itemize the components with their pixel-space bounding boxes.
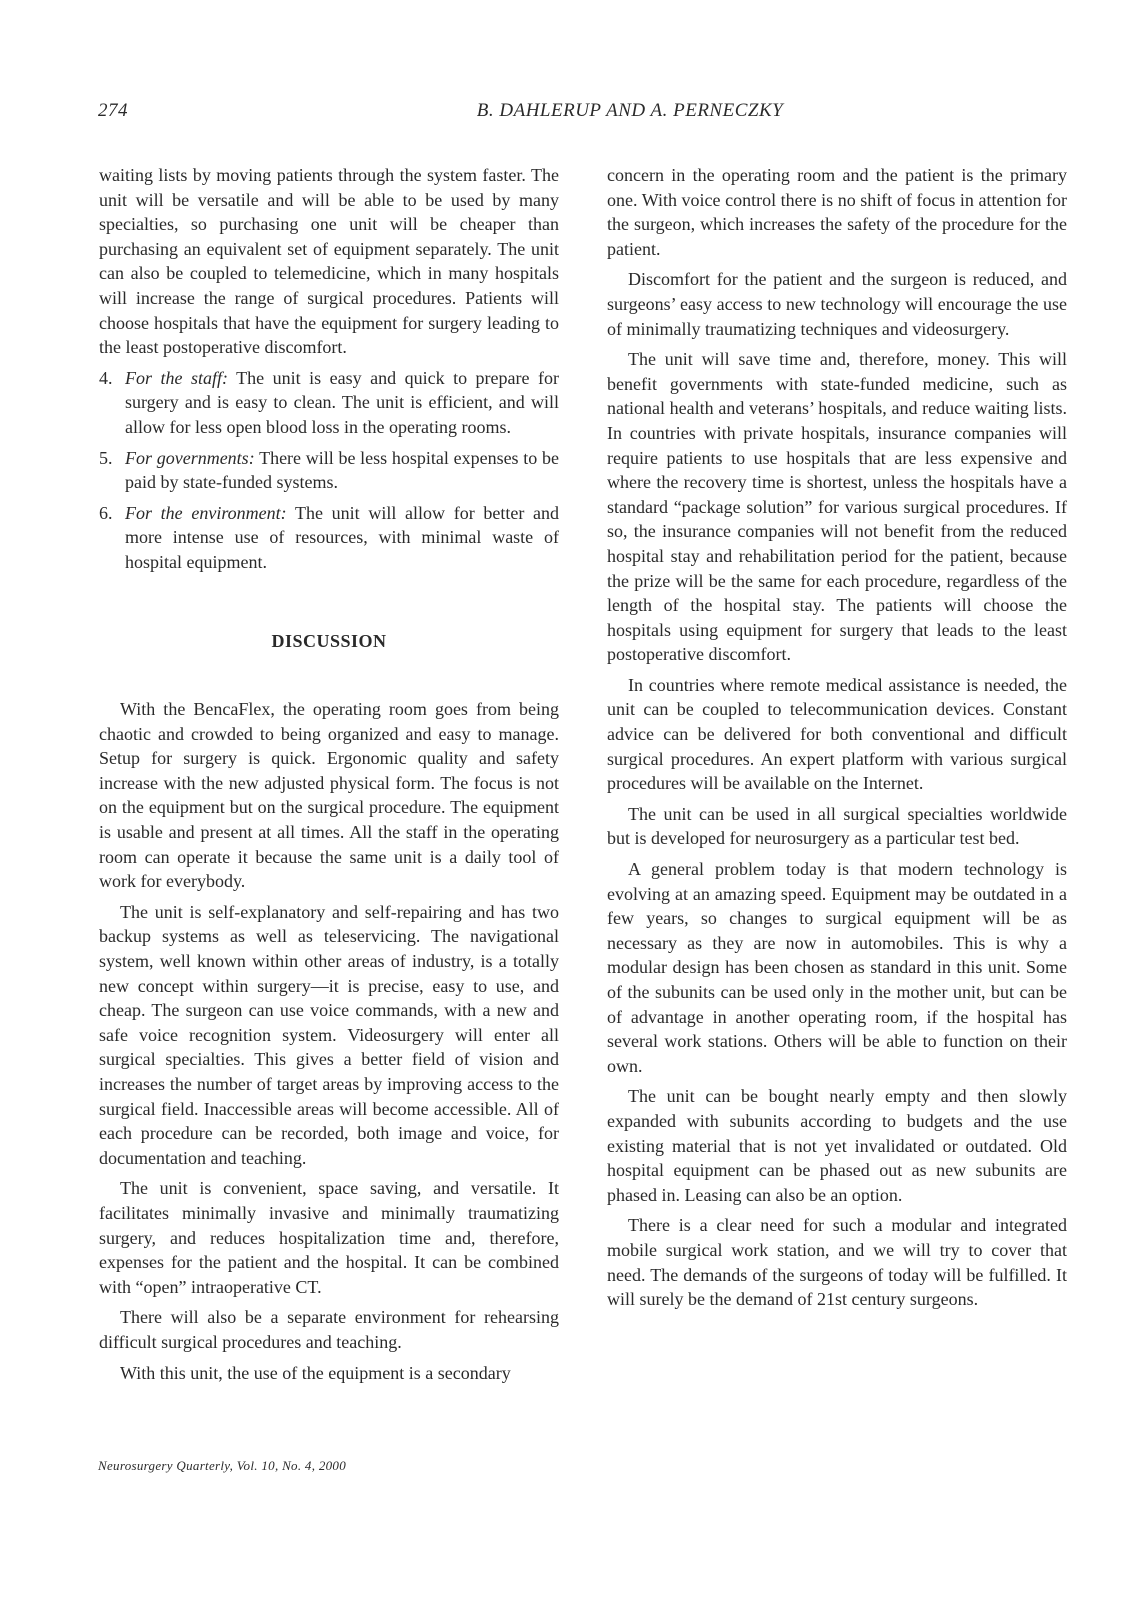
list-item [99, 366, 559, 440]
list-number: 6. [99, 502, 113, 523]
running-head: B. DAHLERUP AND A. PERNECZKY [476, 100, 784, 121]
right-column [607, 163, 1067, 1318]
body-paragraph: In countries where remote medical assistance is needed, the unit can be coupled to telecommunication devices. Constant advice can be delivered for both conventional and difficult surgical procedures. An expert platform with various surgical procedures will be available on the Internet. [607, 674, 1067, 794]
left-column [99, 163, 559, 1391]
body-paragraph: The unit is self-explanatory and self-repairing and has two backup systems as well as teleservicing. The navigational system, well known within other areas of industry, is a totally new concept within surgery—it is precise, easy to use, and cheap. The surgeon can use voice commands, with a new and safe voice recognition system. Videosurgery will enter all surgical specialties. This gives a better field of vision and increases the number of target areas by improving access to the surgical field. Inaccessible areas will become accessible. All of each procedure can be recorded, both image and voice, for documentation and teaching. [99, 901, 559, 1168]
body-paragraph: There will also be a separate environment for rehearsing difficult surgical procedures and teaching. [99, 1307, 559, 1352]
body-paragraph: The unit can be used in all surgical specialties worldwide but is developed for neurosurgery as a particular test bed. [607, 803, 1067, 849]
body-paragraph: Discomfort for the patient and the surgeon is reduced, and surgeons’ easy access to new technology will encourage the use of minimally traumatizing techniques and videosurgery. [607, 269, 1067, 339]
body-paragraph: The unit can be bought nearly empty and then slowly expanded with subunits according to budgets and the use existing material that is not yet invalidated or outdated. Old hospital equipment can be phased out as new subunits are phased in. Leasing can also be an option. [607, 1086, 1067, 1205]
section-heading: DISCUSSION [271, 630, 387, 651]
body-paragraph: With the BencaFlex, the operating room goes from being chaotic and crowded to being organized and easy to manage. Setup for surgery is quick. Ergonomic quality and safety increase with the new adjusted physical form. The focus is not on the equipment but on the surgical procedure. The equipment is usable and present at all times. All the staff in the operating room can operate it because the same unit is a daily tool of work for everybody. [99, 699, 559, 892]
list-text: There will be less hospital expenses to be paid by state-funded systems. [125, 447, 559, 493]
list-lead: For governments: [125, 447, 255, 468]
list-number: 4. [99, 367, 113, 388]
body-paragraph: With this unit, the use of the equipment is a secondary [120, 1362, 511, 1383]
page-number: 274 [98, 100, 128, 121]
list-item [99, 446, 559, 495]
continuation-paragraph: waiting lists by moving patients through the system faster. The unit will be versatile and will be able to be used by many specialties, so purchasing one unit will be cheaper than purchasing an equivalent set of equipment separately. The unit can also be coupled to telemedicine, which in many hospitals will increase the range of surgical procedures. Patients will choose hospitals that have the equipment for surgery leading to the least postoperative discomfort. [99, 165, 559, 358]
body-paragraph: A general problem today is that modern technology is evolving at an amazing speed. Equipment may be outdated in a few years, so changes to surgical equipment will be as necessary as they are now in automobiles. This is why a modular design has been chosen as standard in this unit. Some of the subunits can be used only in the mother unit, but can be of advantage in another operating room, if the hospital has several work stations. Others will be able to function on their own. [607, 859, 1067, 1076]
body-paragraph: There is a clear need for such a modular and integrated mobile surgical work station, and we will try to cover that need. The demands of the surgeons of today will be fulfilled. It will surely be the demand of 21st century surgeons. [607, 1215, 1067, 1310]
body-paragraph: The unit is convenient, space saving, and versatile. It facilitates minimally invasive and minimally traumatizing surgery, and reduces hospitalization time and, therefore, expenses for the patient and the hospital. It can be combined with “open” intraoperative CT. [99, 1178, 559, 1297]
list-item [99, 501, 559, 575]
list-text: The unit is easy and quick to prepare for surgery and is easy to clean. The unit is efficient, and will allow for less open blood loss in the operating rooms. [125, 367, 559, 437]
list-lead: For the staff: [125, 367, 228, 388]
list-lead: For the environment: [125, 502, 287, 523]
list-text: The unit will allow for better and more intense use of resources, with minimal waste of hospital equipment. [125, 502, 560, 572]
journal-citation: Neurosurgery Quarterly, Vol. 10, No. 4, 2000 [98, 1458, 347, 1473]
list-number: 5. [99, 447, 113, 468]
continuation-paragraph: concern in the operating room and the patient is the primary one. With voice control there is no shift of focus in attention for the surgeon, which increases the safety of the procedure for the patient. [607, 165, 1067, 259]
body-paragraph: The unit will save time and, therefore, money. This will benefit governments with state-funded medicine, such as national health and veterans’ hospitals, and reduce waiting lists. In countries with private hospitals, insurance companies will require patients to use hospitals that are less expensive and where the recovery time is shortest, unless the hospitals have a standard “package solution” for various surgical procedures. If so, the insurance companies will not benefit from the reduced hospital stay and rehabilitation period for the patient, because the prize will be the same for each procedure, regardless of the length of the hospital stay. The patients will choose the hospitals using equipment for surgery that leads to the least postoperative discomfort. [607, 349, 1067, 665]
